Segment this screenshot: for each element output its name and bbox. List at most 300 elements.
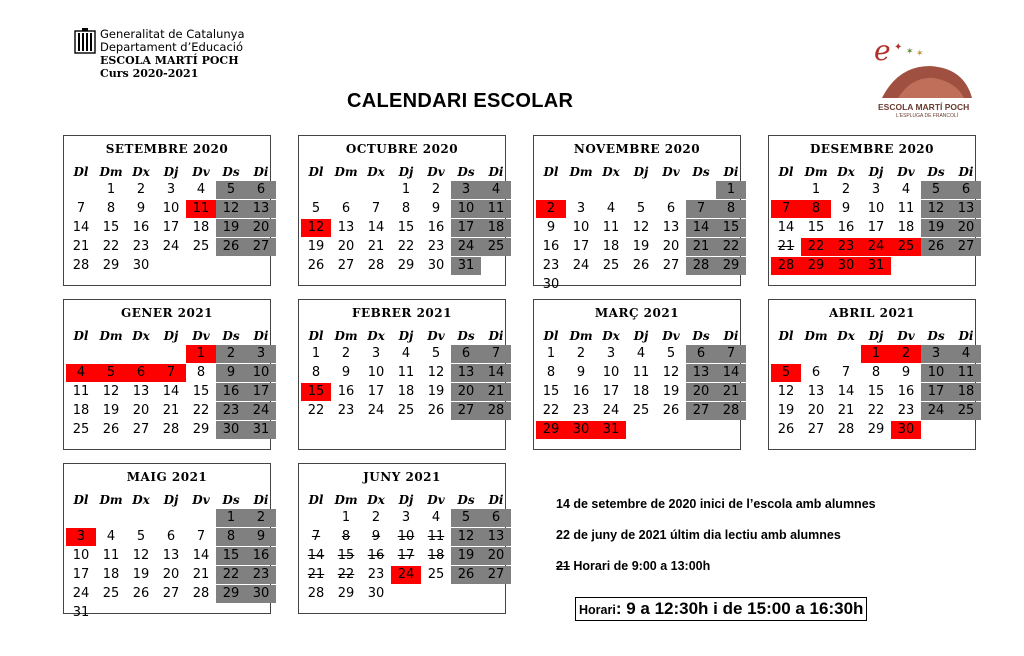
day-cell: 19: [662, 384, 680, 399]
month-calendar: [768, 299, 976, 450]
day-cell: 22: [102, 239, 120, 254]
day-cell: 7: [196, 529, 206, 544]
day-cell: 7: [841, 365, 851, 380]
month-calendar: [533, 135, 741, 292]
weekday-label: Dv: [192, 493, 210, 507]
day-cell: 30: [891, 421, 921, 439]
day-cell: 18: [102, 567, 120, 582]
day-cell: 29: [397, 258, 415, 273]
day-cell: 6: [481, 509, 511, 527]
day-cell: 23: [246, 566, 276, 584]
day-cell: 4: [951, 345, 981, 363]
day-cell: 4: [106, 529, 116, 544]
day-cell: 21: [72, 239, 90, 254]
day-cell: 25: [72, 422, 90, 437]
day-cell: 10: [162, 201, 180, 216]
day-cell: 18: [632, 384, 650, 399]
day-cell: 17: [162, 220, 180, 235]
day-cell: 3: [166, 182, 176, 197]
weekday-label: Dx: [367, 493, 385, 507]
day-cell: 11: [897, 201, 915, 216]
day-cell: 10: [397, 529, 415, 544]
weekday-label: Dl: [73, 329, 89, 343]
day-cell: 29: [337, 586, 355, 601]
day-cell: 22: [801, 238, 831, 256]
day-cell: 17: [451, 219, 481, 237]
weekday-label: Dx: [602, 329, 620, 343]
day-cell: 5: [636, 201, 646, 216]
day-cell: 26: [216, 238, 246, 256]
day-cell: 14: [367, 220, 385, 235]
day-cell: 14: [837, 384, 855, 399]
weekday-label: Dj: [398, 493, 414, 507]
svg-text:✶: ✶: [916, 49, 924, 59]
weekday-label: Di: [488, 493, 504, 507]
svg-text:✦: ✦: [894, 42, 903, 53]
day-cell: 10: [867, 201, 885, 216]
day-cell: 17: [246, 383, 276, 401]
day-cell: 5: [666, 346, 676, 361]
day-cell: 2: [536, 200, 566, 218]
day-cell: 1: [811, 182, 821, 197]
day-cell: 28: [192, 586, 210, 601]
day-cell: 10: [246, 364, 276, 382]
day-cell: 5: [136, 529, 146, 544]
weekday-label: Dv: [192, 329, 210, 343]
day-cell: 24: [246, 402, 276, 420]
day-cell: 17: [367, 384, 385, 399]
weekday-label: Dv: [427, 329, 445, 343]
day-cell: 13: [246, 200, 276, 218]
day-cell: 14: [716, 364, 746, 382]
institution-header: [100, 28, 245, 80]
day-cell: 29: [102, 258, 120, 273]
day-cell: 1: [186, 345, 216, 363]
day-cell: 2: [371, 510, 381, 525]
weekday-label: Di: [488, 329, 504, 343]
day-cell: 20: [807, 403, 825, 418]
day-cell: 23: [831, 238, 861, 256]
day-cell: 24: [451, 238, 481, 256]
day-cell: 15: [337, 548, 355, 563]
day-cell: 20: [451, 383, 481, 401]
weekday-label: Dx: [602, 165, 620, 179]
weekday-label: Di: [253, 329, 269, 343]
weekday-label: Dm: [99, 493, 123, 507]
day-cell: 4: [606, 201, 616, 216]
day-cell: 12: [301, 219, 331, 237]
day-cell: 2: [246, 509, 276, 527]
day-cell: 20: [686, 383, 716, 401]
day-cell: 15: [192, 384, 210, 399]
day-cell: 6: [166, 529, 176, 544]
day-cell: 26: [102, 422, 120, 437]
day-cell: 28: [72, 258, 90, 273]
day-cell: 28: [716, 402, 746, 420]
day-cell: 14: [307, 548, 325, 563]
day-cell: 15: [867, 384, 885, 399]
day-cell: 12: [102, 384, 120, 399]
info-last-day: 22 de juny de 2021 últim dia lectiu amb alumnes: [556, 528, 841, 542]
day-cell: 8: [716, 200, 746, 218]
day-cell: 15: [301, 383, 331, 401]
day-cell: 13: [337, 220, 355, 235]
weekday-label: Dm: [334, 493, 358, 507]
weekday-label: Di: [253, 493, 269, 507]
month-calendar: [298, 463, 506, 614]
day-cell: 16: [837, 220, 855, 235]
day-cell: 16: [897, 384, 915, 399]
header-school-name: ESCOLA MARTÍ POCH: [100, 54, 239, 67]
day-cell: 24: [921, 402, 951, 420]
day-cell: 4: [901, 182, 911, 197]
header-course: Curs 2020-2021: [100, 67, 199, 80]
horari-text: : 9 a 12:30h i de 15:00 a 16:30h: [615, 599, 864, 618]
weekday-label: Di: [958, 165, 974, 179]
day-cell: 23: [427, 239, 445, 254]
weekday-label: Dl: [308, 493, 324, 507]
day-cell: 30: [367, 586, 385, 601]
day-cell: 5: [311, 201, 321, 216]
day-cell: 21: [716, 383, 746, 401]
month-calendar: [768, 135, 976, 286]
day-cell: 21: [686, 238, 716, 256]
weekday-label: Dx: [367, 165, 385, 179]
day-cell: 21: [192, 567, 210, 582]
svg-text:e: e: [874, 34, 891, 67]
day-cell: 4: [66, 364, 96, 382]
day-cell: 11: [72, 384, 90, 399]
day-cell: 27: [162, 586, 180, 601]
weekday-label: Dj: [633, 329, 649, 343]
day-cell: 28: [686, 257, 716, 275]
day-cell: 22: [867, 403, 885, 418]
day-cell: 20: [246, 219, 276, 237]
day-cell: 15: [102, 220, 120, 235]
weekday-label: Dv: [192, 165, 210, 179]
day-cell: 14: [686, 219, 716, 237]
day-cell: 12: [921, 200, 951, 218]
day-cell: 31: [451, 257, 481, 275]
day-cell: 20: [662, 239, 680, 254]
day-cell: 29: [216, 585, 246, 603]
month-calendar: [63, 463, 271, 620]
day-cell: 2: [136, 182, 146, 197]
day-cell: 26: [777, 422, 795, 437]
weekday-label: Dx: [837, 329, 855, 343]
day-cell: 11: [186, 200, 216, 218]
day-cell: 19: [427, 384, 445, 399]
weekday-label: Ds: [692, 329, 710, 343]
day-cell: 12: [132, 548, 150, 563]
day-cell: 16: [427, 220, 445, 235]
day-cell: 4: [431, 510, 441, 525]
header-line-1: Generalitat de Catalunya: [100, 27, 245, 41]
day-cell: 9: [841, 201, 851, 216]
month-title: OCTUBRE 2020: [345, 142, 459, 156]
day-cell: 16: [132, 220, 150, 235]
day-cell: 1: [106, 182, 116, 197]
info-reduced-text: Horari de 9:00 a 13:00h: [569, 559, 711, 573]
weekday-label: Ds: [457, 329, 475, 343]
day-cell: 8: [341, 529, 351, 544]
month-title: MARÇ 2021: [594, 306, 680, 320]
day-cell: 20: [337, 239, 355, 254]
day-cell: 9: [136, 201, 146, 216]
day-cell: 8: [546, 365, 556, 380]
day-cell: 4: [196, 182, 206, 197]
weekday-label: Dm: [569, 165, 593, 179]
day-cell: 17: [72, 567, 90, 582]
weekday-label: Dl: [778, 329, 794, 343]
day-cell: 22: [397, 239, 415, 254]
day-cell: 27: [337, 258, 355, 273]
day-cell: 23: [132, 239, 150, 254]
day-cell: 11: [602, 220, 620, 235]
day-cell: 26: [632, 258, 650, 273]
weekday-label: Dl: [308, 329, 324, 343]
weekday-label: Dv: [897, 329, 915, 343]
weekday-label: Dj: [633, 165, 649, 179]
weekday-label: Ds: [222, 329, 240, 343]
day-cell: 20: [132, 403, 150, 418]
day-cell: 25: [602, 258, 620, 273]
weekday-label: Dx: [132, 165, 150, 179]
day-cell: 12: [662, 365, 680, 380]
day-cell: 8: [801, 200, 831, 218]
day-cell: 21: [367, 239, 385, 254]
day-cell: 8: [871, 365, 881, 380]
day-cell: 22: [542, 403, 560, 418]
month-title: FEBRER 2021: [352, 306, 452, 320]
weekday-label: Dv: [897, 165, 915, 179]
day-cell: 15: [216, 547, 246, 565]
day-cell: 13: [162, 548, 180, 563]
day-cell: 19: [307, 239, 325, 254]
day-cell: 1: [341, 510, 351, 525]
day-cell: 29: [867, 422, 885, 437]
day-cell: 9: [371, 529, 381, 544]
day-cell: 5: [451, 509, 481, 527]
weekday-label: Di: [723, 165, 739, 179]
page-title: CALENDARI ESCOLAR: [347, 90, 574, 112]
day-cell: 13: [132, 384, 150, 399]
weekday-label: Dx: [837, 165, 855, 179]
day-cell: 12: [777, 384, 795, 399]
logo-name: ESCOLA MARTÍ POCH: [878, 102, 970, 112]
weekday-label: Dm: [99, 165, 123, 179]
day-cell: 7: [716, 345, 746, 363]
day-cell: 28: [481, 402, 511, 420]
day-cell: 30: [246, 585, 276, 603]
day-cell: 16: [216, 383, 246, 401]
day-cell: 24: [602, 403, 620, 418]
day-cell: 1: [216, 509, 246, 527]
header-line-2: Departament d’Educació: [100, 40, 244, 54]
month-title: SETEMBRE 2020: [105, 142, 229, 156]
day-cell: 26: [307, 258, 325, 273]
day-cell: 6: [341, 201, 351, 216]
day-cell: 14: [481, 364, 511, 382]
day-cell: 12: [216, 200, 246, 218]
day-cell: 14: [162, 384, 180, 399]
info-school-start: 14 de setembre de 2020 inici de l’escola amb alumnes: [556, 497, 876, 511]
weekday-label: Dx: [132, 329, 150, 343]
day-cell: 10: [367, 365, 385, 380]
weekday-label: Ds: [457, 165, 475, 179]
month-title: GENER 2021: [120, 306, 214, 320]
day-cell: 28: [771, 257, 801, 275]
day-cell: 9: [341, 365, 351, 380]
day-cell: 16: [246, 547, 276, 565]
day-cell: 9: [246, 528, 276, 546]
day-cell: 9: [546, 220, 556, 235]
weekday-label: Dl: [778, 165, 794, 179]
day-cell: 18: [602, 239, 620, 254]
weekday-label: Ds: [692, 165, 710, 179]
day-cell: 10: [572, 220, 590, 235]
day-cell: 23: [897, 403, 915, 418]
day-cell: 27: [686, 402, 716, 420]
day-cell: 7: [371, 201, 381, 216]
day-cell: 5: [431, 346, 441, 361]
weekday-label: Dv: [662, 165, 680, 179]
day-cell: 9: [901, 365, 911, 380]
day-cell: 2: [216, 345, 246, 363]
day-cell: 27: [246, 238, 276, 256]
day-cell: 26: [662, 403, 680, 418]
day-cell: 1: [401, 182, 411, 197]
day-cell: 6: [811, 365, 821, 380]
day-cell: 29: [536, 421, 566, 439]
month-title: MAIG 2021: [126, 470, 208, 484]
day-cell: 31: [861, 257, 891, 275]
day-cell: 3: [66, 528, 96, 546]
horari-label: Horari: [579, 603, 616, 617]
weekday-label: Dv: [427, 493, 445, 507]
day-cell: 19: [777, 403, 795, 418]
weekday-label: Dv: [662, 329, 680, 343]
day-cell: 15: [397, 220, 415, 235]
day-cell: 1: [311, 346, 321, 361]
day-cell: 31: [72, 605, 90, 620]
day-cell: 24: [572, 258, 590, 273]
day-cell: 17: [867, 220, 885, 235]
info-reduced-hours: [556, 559, 710, 573]
day-cell: 20: [162, 567, 180, 582]
day-cell: 22: [192, 403, 210, 418]
day-cell: 11: [632, 365, 650, 380]
weekday-label: Dj: [398, 329, 414, 343]
day-cell: 15: [542, 384, 560, 399]
day-cell: 15: [716, 219, 746, 237]
day-cell: 21: [307, 567, 325, 582]
day-cell: 17: [572, 239, 590, 254]
weekday-label: Dm: [334, 165, 358, 179]
day-cell: 3: [246, 345, 276, 363]
day-cell: 26: [921, 238, 951, 256]
day-cell: 11: [951, 364, 981, 382]
day-cell: 6: [686, 345, 716, 363]
day-cell: 3: [576, 201, 586, 216]
day-cell: 1: [861, 345, 891, 363]
day-cell: 21: [777, 239, 795, 254]
info-reduced-day: 21: [556, 559, 570, 573]
day-cell: 30: [542, 277, 560, 292]
day-cell: 23: [542, 258, 560, 273]
weekday-label: Dm: [569, 329, 593, 343]
day-cell: 17: [602, 384, 620, 399]
day-cell: 13: [807, 384, 825, 399]
day-cell: 6: [666, 201, 676, 216]
day-cell: 23: [572, 403, 590, 418]
weekday-label: Di: [488, 165, 504, 179]
day-cell: 25: [481, 238, 511, 256]
weekday-label: Ds: [222, 493, 240, 507]
day-cell: 5: [771, 364, 801, 382]
day-cell: 29: [192, 422, 210, 437]
day-cell: 12: [427, 365, 445, 380]
day-cell: 2: [341, 346, 351, 361]
weekday-label: Di: [253, 165, 269, 179]
day-cell: 9: [216, 364, 246, 382]
day-cell: 19: [216, 219, 246, 237]
month-calendar: [533, 299, 741, 450]
day-cell: 25: [192, 239, 210, 254]
day-cell: 25: [397, 403, 415, 418]
day-cell: 17: [921, 383, 951, 401]
day-cell: 2: [891, 345, 921, 363]
day-cell: 13: [451, 364, 481, 382]
weekday-label: Dm: [334, 329, 358, 343]
day-cell: 29: [801, 257, 831, 275]
weekday-label: Dl: [73, 493, 89, 507]
day-cell: 21: [837, 403, 855, 418]
day-cell: 22: [337, 567, 355, 582]
day-cell: 13: [481, 528, 511, 546]
day-cell: 6: [126, 364, 156, 382]
day-cell: 2: [576, 346, 586, 361]
day-cell: 8: [216, 528, 246, 546]
day-cell: 7: [156, 364, 186, 382]
day-cell: 3: [401, 510, 411, 525]
weekday-label: Dm: [99, 329, 123, 343]
day-cell: 22: [307, 403, 325, 418]
day-cell: 27: [951, 238, 981, 256]
month-calendar: [63, 299, 271, 450]
weekday-label: Dx: [367, 329, 385, 343]
day-cell: 5: [96, 364, 126, 382]
month-title: DESEMBRE 2020: [810, 142, 934, 156]
day-cell: 23: [337, 403, 355, 418]
day-cell: 9: [431, 201, 441, 216]
day-cell: 1: [716, 181, 746, 199]
day-cell: 20: [481, 547, 511, 565]
day-cell: 4: [481, 181, 511, 199]
day-cell: 10: [921, 364, 951, 382]
weekday-label: Ds: [222, 165, 240, 179]
weekday-label: Dm: [804, 329, 828, 343]
day-cell: 18: [397, 384, 415, 399]
weekday-label: Dj: [163, 493, 179, 507]
month-title: ABRIL 2021: [828, 306, 916, 320]
weekday-label: Ds: [927, 165, 945, 179]
day-cell: 27: [481, 566, 511, 584]
day-cell: 14: [192, 548, 210, 563]
weekday-label: Dl: [308, 165, 324, 179]
day-cell: 7: [311, 529, 321, 544]
day-cell: 8: [401, 201, 411, 216]
